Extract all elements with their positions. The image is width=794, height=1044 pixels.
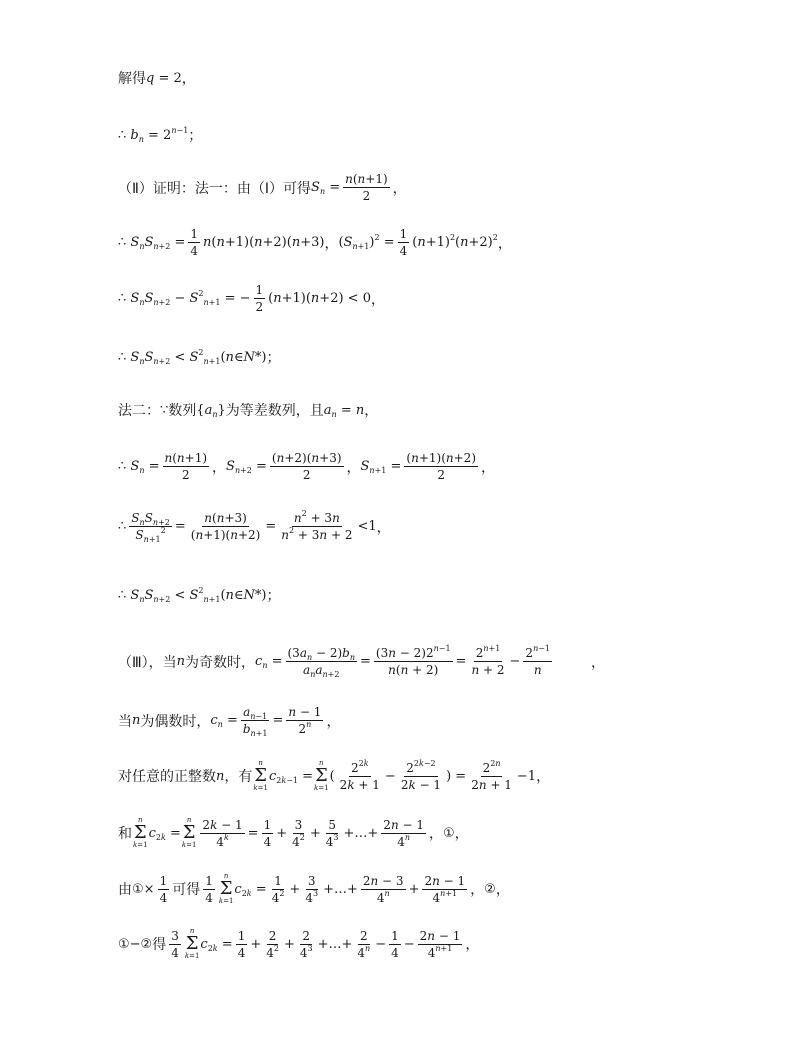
line-7: 法二： ∵ 数列 $\{a_n\}$ 为等差数列，且 $a_n = n$ ， (118, 400, 378, 420)
line-11: （Ⅲ），当 n 为奇数时， $c_n$ = $\frac{(3a_n - 2)b_n}{a_na_{n+2}}$ = $\frac{(3n - 2)2^{n-1}}{n(n + 2)}$ = $\frac{2^{n+1}}{n + 2}$ − $\frac{2^{n-1}}{n}$ ， (118, 644, 606, 679)
math-q-eq-2: q = 2 (146, 70, 182, 86)
line-5: ∴ $S_nS_{n+2} - S^2_{n+1}$ = − $\frac{1}{2}$ (n+1)(n+2) < 0 ， (118, 283, 385, 314)
line-15: 由 ① × $\frac{1}{4}$ 可得 $\frac{1}{4}$ n Σ k=1 $c_{2k}$ = $\frac{1}{4^2}$ + $\frac{3}{4^3}$ +…+ $\frac{2n - 3}{4^n}$ + $\frac{2n - 1}{4^{n+1}}$ ， ② ， (118, 872, 510, 905)
line-16: ①−② 得 $\frac{3}{4}$ n Σ k=1 $c_{2k}$ = $\frac{1}{4}$ + $\frac{2}{4^2}$ + $\frac{2}{4^3}$ +…+ $\frac{2}{4^n}$ − $\frac{1}{4}$ − $\frac{2n - 1}{4^{n+1}}$ ， (118, 927, 480, 960)
line-12: 当 n 为偶数时， $c_n$ = $\frac{a_{n-1}}{b_{n+1}}$ = $\frac{n - 1}{2^n}$ ， (118, 705, 341, 738)
line-13: 对任意的正整数 n ，有 n Σ k=1 $c_{2k-1}$ = n Σ k=1 ( $\frac{2^{2k}}{2k + 1}$ − $\frac{2^{2k-2}}{2k - 1}$ ) = $\frac{2^{2n}}{2n + 1}$ −1 ， (118, 758, 551, 792)
sigma-sum: n Σ k=1 (184, 927, 200, 960)
sigma-sum: n Σ k=1 (181, 816, 197, 849)
line-14: 和 n Σ k=1 $c_{2k}$ = n Σ k=1 $\frac{2k - 1}{4^k}$ = $\frac{1}{4}$ + $\frac{3}{4^2}$ + $\frac{5}{4^3}$ +…+ $\frac{2n - 1}{4^n}$ ， ① ， (118, 816, 469, 849)
line-2: ∴ $b_n = 2^{n-1}$ ； (118, 125, 203, 144)
text-fa2: 法二： (118, 403, 160, 419)
sigma-sum: n Σ k=1 (314, 759, 329, 792)
circled-1-minus-2: ①−② (118, 936, 153, 952)
circled-2: ② (484, 881, 496, 897)
line-3: （Ⅱ）证明：法一：由（Ⅰ）可得 $S_n$ = $\frac{n(n+1)}{2}$ ， (118, 172, 407, 203)
line-4: ∴ $S_nS_{n+2}$ = $\frac{1}{4}$ n(n+1)(n+2)(n+3) ， $(S_{n+1})^2$ = $\frac{1}{4}$ $(n+1)^2(n+2)^2$ ， (118, 227, 512, 258)
math-bn: ∴ $b_n = 2^{n-1}$ (118, 125, 189, 144)
sigma-sum: n Σ k=1 (133, 816, 148, 849)
line-8: ∴ $S_n$ = $\frac{n(n+1)}{2}$ ， $S_{n+2}$ = $\frac{(n+2)(n+3)}{2}$ ， $S_{n+1}$ = $\frac{(n+1)(n+2)}{2}$ ， (118, 451, 495, 482)
text-jiede: 解得 (118, 71, 146, 87)
line-10: ∴ $S_nS_{n+2}$ < $S^2_{n+1}(n\in N*)$ ； (118, 585, 281, 604)
sigma-sum: n Σ k=1 (253, 759, 268, 792)
line-1: 解得 q = 2 ， (118, 68, 196, 88)
line-9: ∴ $\frac{S_nS_{n+2}}{S_{n+1}^2}$ = $\frac{n(n+3)}{(n+1)(n+2)}$ = $\frac{n^2 + 3n}{n^2 + 3n + 2}$ <1 ， (118, 509, 391, 544)
text-zhengming: （Ⅱ）证明：法一：由（Ⅰ）可得 (118, 180, 312, 197)
line-6: ∴ $S_nS_{n+2}$ < $S^2_{n+1}(n\in N*)$ ； (118, 347, 281, 366)
circled-1: ① (443, 825, 455, 841)
frac-sn: $\frac{n(n+1)}{2}$ (345, 172, 388, 203)
sigma-sum: n Σ k=1 (218, 872, 234, 905)
